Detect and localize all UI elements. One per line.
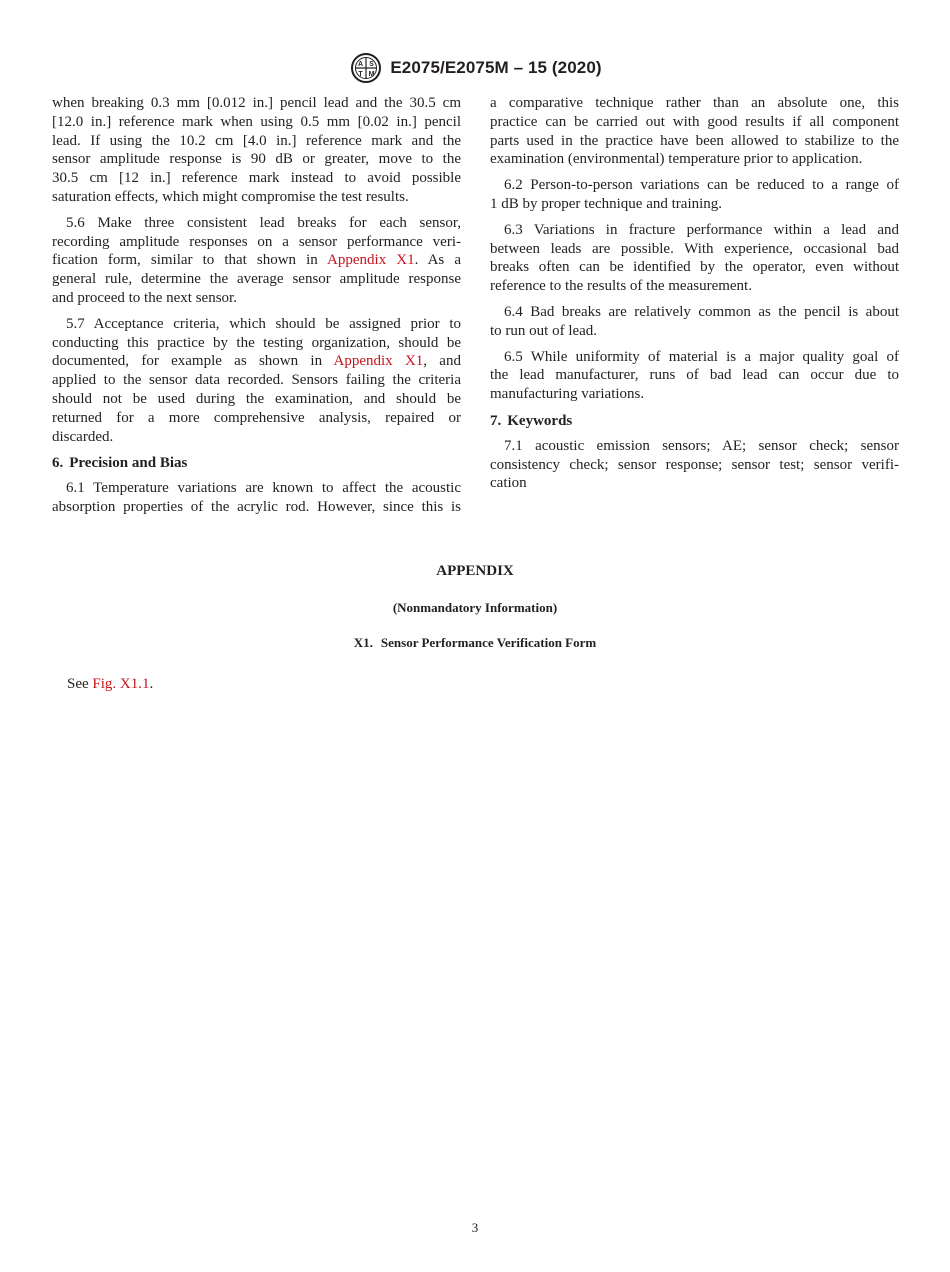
text-line: applied to the sensor data recorded. Sensors failing the criteria bbox=[52, 372, 461, 389]
text-fragment: , and bbox=[423, 353, 461, 370]
text-line: parts used in the practice have been allowed to stabilize to the bbox=[490, 132, 899, 149]
text-line: lead. If using the 10.2 cm [4.0 in.] reference mark and the bbox=[52, 132, 461, 149]
text-line bbox=[52, 251, 461, 270]
appendix-title: APPENDIX bbox=[436, 563, 514, 579]
paragraph-5-6 bbox=[52, 214, 461, 308]
astm-logo-icon bbox=[348, 52, 384, 84]
text-line: [12.0 in.] reference mark when using 0.5 mm [0.02 in.] pencil bbox=[52, 113, 461, 130]
text-line: the lead manufacturer, runs of bad lead can occur due to bbox=[490, 367, 899, 384]
appendix-x1-link[interactable]: Appendix X1 bbox=[327, 252, 415, 269]
paragraph-6-2 bbox=[490, 176, 899, 214]
text-line: general rule, determine the average sensor amplitude response bbox=[52, 271, 461, 288]
text-line: and proceed to the next sensor. bbox=[52, 289, 237, 306]
paragraph-6-4 bbox=[490, 303, 899, 341]
appendix-subtitle: (Nonmandatory Information) bbox=[392, 600, 558, 615]
text-line: 1 dB by proper technique and training. bbox=[490, 195, 723, 212]
appendix-x1-link[interactable]: Appendix X1 bbox=[333, 353, 424, 370]
text-line: 5.6 Make three consistent lead breaks for each sensor, bbox=[66, 214, 461, 231]
logo-letter-a: A bbox=[358, 61, 364, 68]
text-line: returned for a more comprehensive analysis, repaired or bbox=[52, 409, 461, 426]
paragraph-7-1 bbox=[490, 437, 899, 493]
text-line: conducting this practice by the testing organization, should be bbox=[52, 334, 461, 351]
right-column bbox=[490, 94, 899, 493]
logo-letter-m: M bbox=[368, 71, 375, 78]
paragraph-5-7 bbox=[52, 315, 461, 447]
text-line: a comparative technique rather than an absolute one, this bbox=[490, 95, 899, 111]
section-7-heading bbox=[490, 412, 899, 431]
logo-letter-s: S bbox=[369, 61, 375, 68]
text-line: 6.5 While uniformity of material is a major quality goal of bbox=[504, 348, 899, 365]
text-line: 6.1 Temperature variations are known to affect the acoustic bbox=[66, 480, 461, 497]
text-line: reference to the results of the measurement. bbox=[490, 278, 752, 295]
appendix-x1-title: Sensor Performance Verification Form bbox=[380, 635, 597, 650]
text-fragment: fication form, similar to that shown in bbox=[52, 252, 328, 269]
paragraph-5-5-continued bbox=[52, 94, 461, 207]
page-number: 3 bbox=[471, 1220, 479, 1235]
logo-letter-t: T bbox=[358, 71, 363, 78]
text-fragment: See bbox=[67, 676, 93, 692]
text-line: absorption properties of the acrylic rod. However, since this is bbox=[52, 498, 461, 515]
paragraph-6-5 bbox=[490, 348, 899, 404]
section-number: 7. bbox=[490, 412, 502, 429]
text-line: recording amplitude responses on a sensor performance veri- bbox=[52, 233, 461, 250]
text-line: discarded. bbox=[52, 428, 114, 445]
text-line: when breaking 0.3 mm [0.012 in.] pencil lead and the 30.5 cm bbox=[52, 95, 461, 111]
text-line: breaks often can be identified by the operator, even without bbox=[490, 259, 899, 276]
text-line: 5.7 Acceptance criteria, which should be assigned prior to bbox=[66, 315, 461, 332]
see-figure-reference bbox=[67, 676, 153, 693]
text-fragment: documented, for example as shown in bbox=[52, 353, 334, 370]
figure-x1-1-link[interactable]: Fig. X1.1 bbox=[92, 676, 150, 692]
paragraph-6-3 bbox=[490, 221, 899, 296]
section-title: Keywords bbox=[507, 412, 573, 429]
text-line: should not be used during the examination, and should be bbox=[52, 390, 461, 407]
section-6-heading bbox=[52, 454, 461, 473]
text-line: between leads are possible. With experience, occasional bad bbox=[490, 240, 899, 257]
text-line: consistency check; sensor response; sensor test; sensor verifi- bbox=[490, 456, 899, 473]
text-fragment: . bbox=[149, 676, 154, 692]
paragraph-6-1-continued bbox=[490, 94, 899, 169]
text-line: 7.1 acoustic emission sensors; AE; sensor check; sensor bbox=[504, 437, 899, 454]
page-header bbox=[0, 52, 950, 84]
appendix-x1-heading bbox=[0, 635, 950, 651]
paragraph-6-1 bbox=[52, 479, 461, 517]
appendix-x1-number: X1. bbox=[353, 635, 373, 650]
text-line: manufacturing variations. bbox=[490, 386, 645, 403]
text-line: 6.3 Variations in fracture performance within a lead and bbox=[504, 221, 899, 238]
text-fragment: . As a bbox=[414, 252, 461, 269]
text-line: examination (environmental) temperature prior to application. bbox=[490, 151, 863, 168]
text-line: cation bbox=[490, 475, 527, 492]
text-line: sensor amplitude response is 90 dB or greater, move to the bbox=[52, 151, 461, 168]
text-line: 6.4 Bad breaks are relatively common as the pencil is about bbox=[504, 303, 899, 320]
text-line: to run out of lead. bbox=[490, 322, 598, 339]
text-line: 6.2 Person-to-person variations can be reduced to a range of bbox=[504, 177, 899, 194]
text-line: practice can be carried out with good results if all component bbox=[490, 113, 899, 130]
text-line bbox=[52, 352, 461, 371]
text-line: 30.5 cm [12 in.] reference mark instead to avoid possible bbox=[52, 170, 461, 187]
section-title: Precision and Bias bbox=[69, 455, 188, 472]
left-column bbox=[52, 94, 461, 517]
text-line: saturation effects, which might compromise the test results. bbox=[52, 188, 409, 205]
standard-designation: E2075/E2075M – 15 (2020) bbox=[390, 58, 602, 77]
section-number: 6. bbox=[52, 455, 64, 472]
